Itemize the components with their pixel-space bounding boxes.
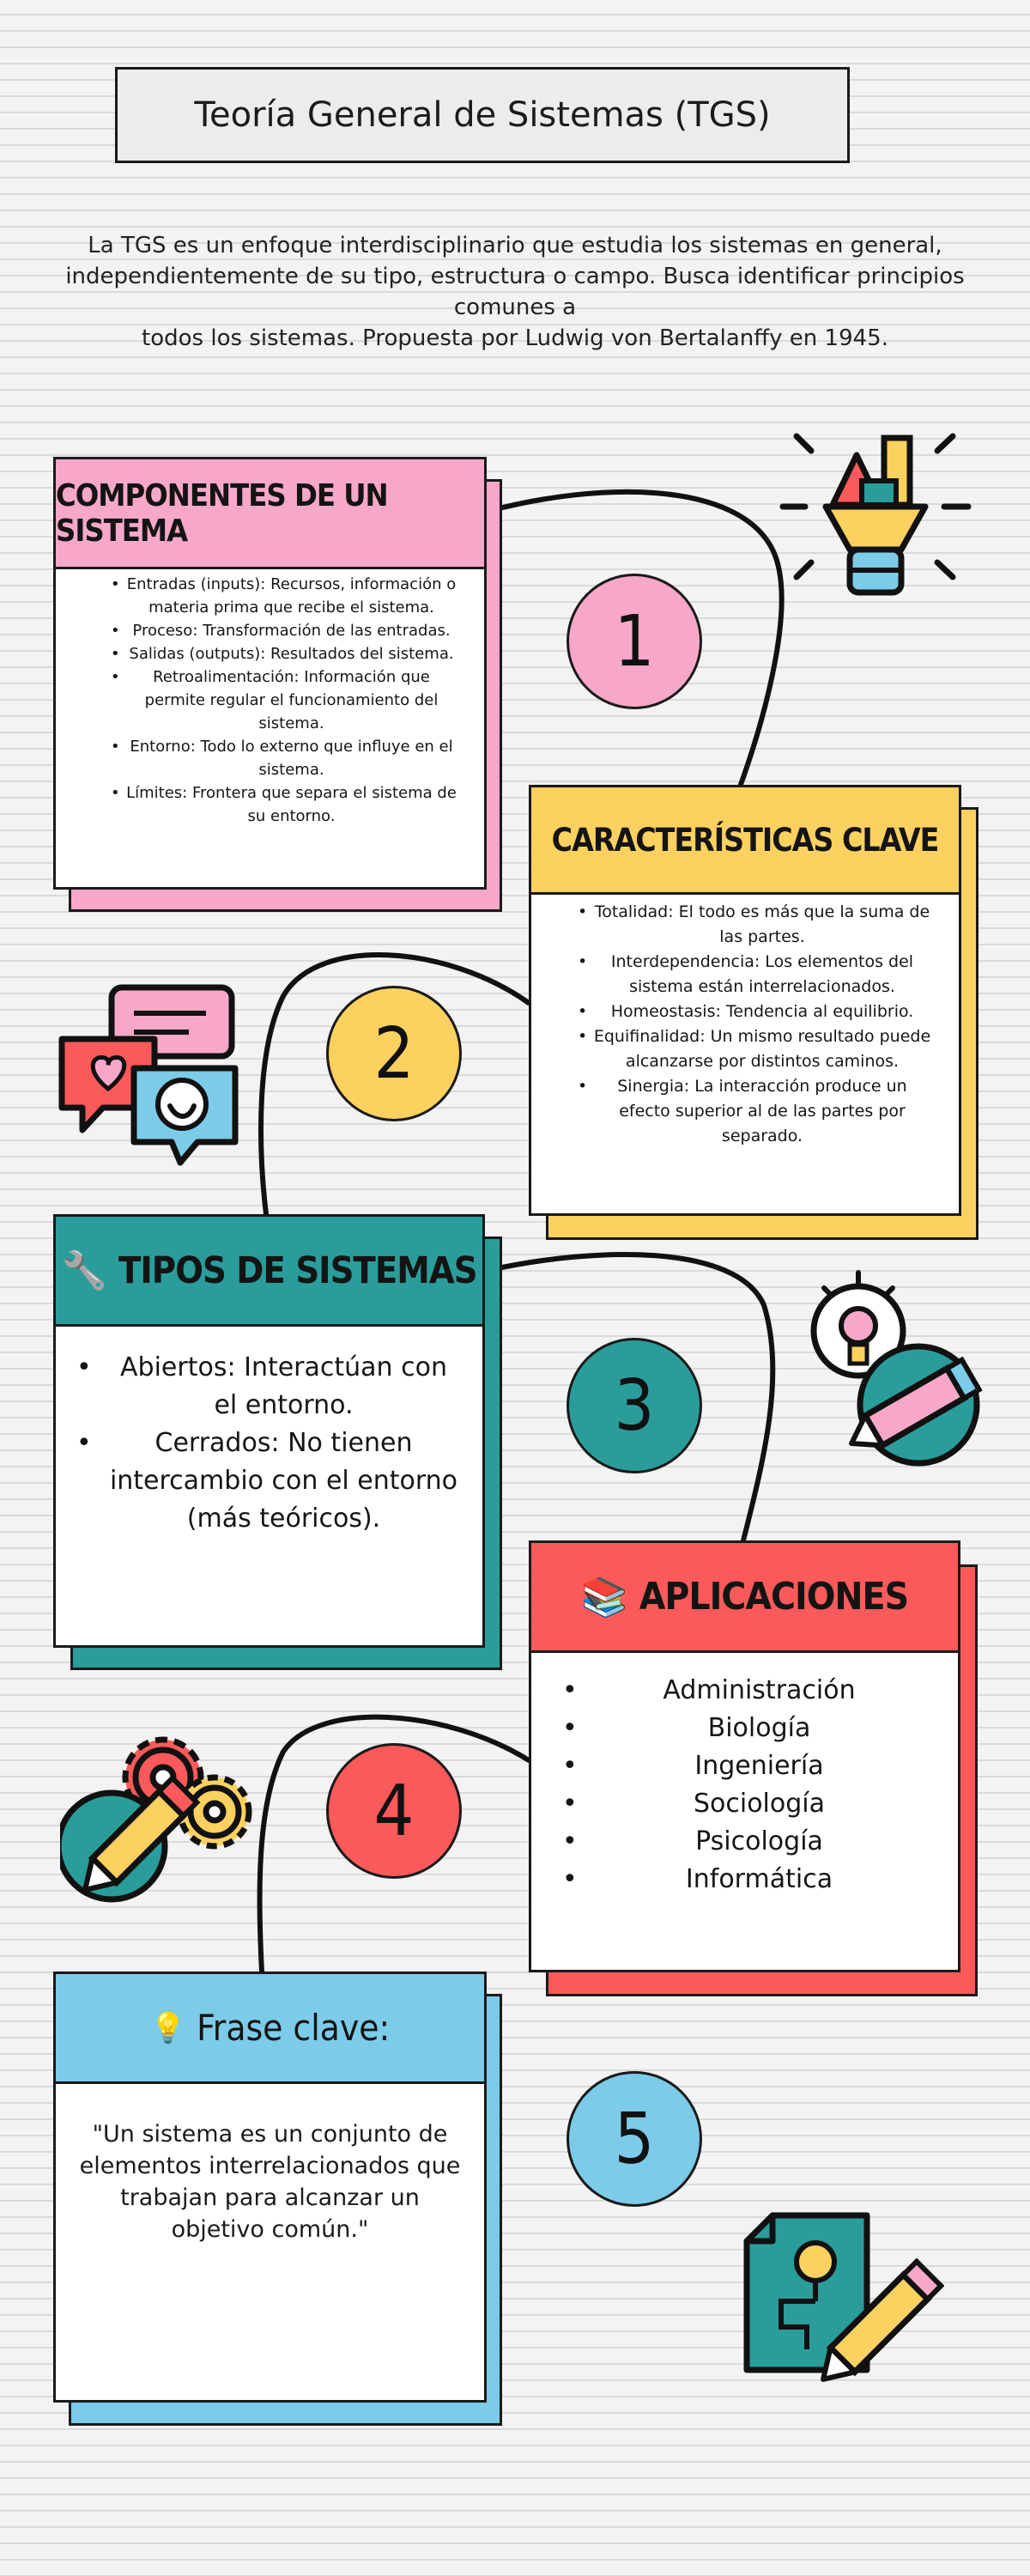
intro-line-1: La TGS es un enfoque interdisciplinario que estudia los sistemas en general, — [88, 233, 942, 258]
types-card-header — [56, 1217, 482, 1327]
lightbulb-idea-icon — [772, 404, 978, 610]
step-number-4: 4 — [326, 1743, 462, 1879]
characteristics-title: CARACTERÍSTICAS CLAVE — [551, 821, 939, 859]
intro-line-3: todos los sistemas. Propuesta por Ludwig von Bertalanffy en 1945. — [142, 325, 888, 351]
applications-list — [562, 1672, 927, 1899]
types-list — [76, 1349, 462, 1538]
gears-pencil-icon — [60, 1717, 266, 1915]
key-phrase-card-header — [56, 1974, 484, 2084]
components-title: COMPONENTES DE UN SISTEMA — [56, 477, 388, 549]
lightbulb-icon: 💡 — [149, 2010, 187, 2045]
list-item: • Sociología — [562, 1785, 927, 1823]
chat-social-icon — [52, 979, 249, 1168]
types-title: TIPOS DE SISTEMAS — [118, 1249, 477, 1292]
list-item: • Ingeniería — [562, 1747, 927, 1785]
characteristics-list — [555, 900, 935, 1149]
list-item: • Proceso: Transformación de las entradas. — [80, 619, 460, 642]
books-icon: 📚 — [580, 1575, 627, 1619]
key-phrase-quote: "Un sistema es un conjunto de elementos interrelacionados que trabajan para alcanzar un objetivo común." — [79, 2121, 461, 2243]
applications-title: APLICACIONES — [639, 1575, 909, 1619]
list-item: • Homeostasis: Tendencia al equilibrio. — [555, 999, 935, 1024]
characteristics-card-body — [531, 895, 959, 1154]
components-card-body — [56, 569, 484, 831]
applications-card-header — [531, 1543, 958, 1653]
list-item: • Entradas (inputs): Recursos, información o materia prima que recibe el sistema. — [80, 573, 460, 619]
intro-paragraph — [13, 230, 1017, 354]
list-item: • Totalidad: El todo es más que la suma de las partes. — [555, 900, 935, 950]
intro-line-2: independientemente de su tipo, estructura o campo. Busca identificar principios comunes a — [65, 264, 965, 320]
types-card-body — [56, 1327, 482, 1560]
list-item: • Entorno: Todo lo externo que influye en el sistema. — [80, 735, 460, 781]
list-item: • Informática — [562, 1861, 927, 1899]
components-card-header — [56, 459, 484, 569]
components-list — [80, 573, 460, 828]
list-item: • Administración — [562, 1672, 927, 1710]
list-item: • Biología — [562, 1710, 927, 1747]
step-number-3: 3 — [566, 1338, 702, 1473]
list-item: • Límites: Frontera que separa el sistema de su entorno. — [80, 781, 460, 828]
list-item: • Abiertos: Interactúan con el entorno. — [76, 1349, 462, 1425]
document-pencil-icon — [738, 2190, 944, 2396]
characteristics-card — [529, 785, 961, 1216]
characteristics-card-header — [531, 787, 959, 895]
list-item: • Retroalimentación: Información que permite regular el funcionamiento del sistema. — [80, 665, 460, 735]
list-item: • Sinergia: La interacción produce un efecto superior al de las partes por separado. — [555, 1074, 935, 1149]
list-item: • Psicología — [562, 1823, 927, 1861]
key-phrase-title: Frase clave: — [197, 2007, 391, 2049]
types-card — [53, 1214, 485, 1648]
idea-pencil-icon — [790, 1262, 987, 1468]
applications-card — [529, 1540, 960, 1972]
key-phrase-card — [53, 1971, 487, 2403]
list-item: • Interdependencia: Los elementos del sistema están interrelacionados. — [555, 950, 935, 999]
page-title: Teoría General de Sistemas (TGS) — [115, 67, 850, 163]
list-item: • Equifinalidad: Un mismo resultado puede alcanzarse por distintos caminos. — [555, 1024, 935, 1074]
components-card — [53, 457, 487, 890]
applications-card-body — [531, 1653, 958, 1917]
step-number-2: 2 — [326, 986, 462, 1121]
step-number-1: 1 — [566, 574, 702, 709]
list-item: • Cerrados: No tienen intercambio con el entorno (más teóricos). — [76, 1425, 462, 1538]
list-item: • Salidas (outputs): Resultados del sistema. — [80, 642, 460, 665]
wrench-icon: 🔧 — [61, 1249, 106, 1292]
step-number-5: 5 — [566, 2071, 702, 2207]
